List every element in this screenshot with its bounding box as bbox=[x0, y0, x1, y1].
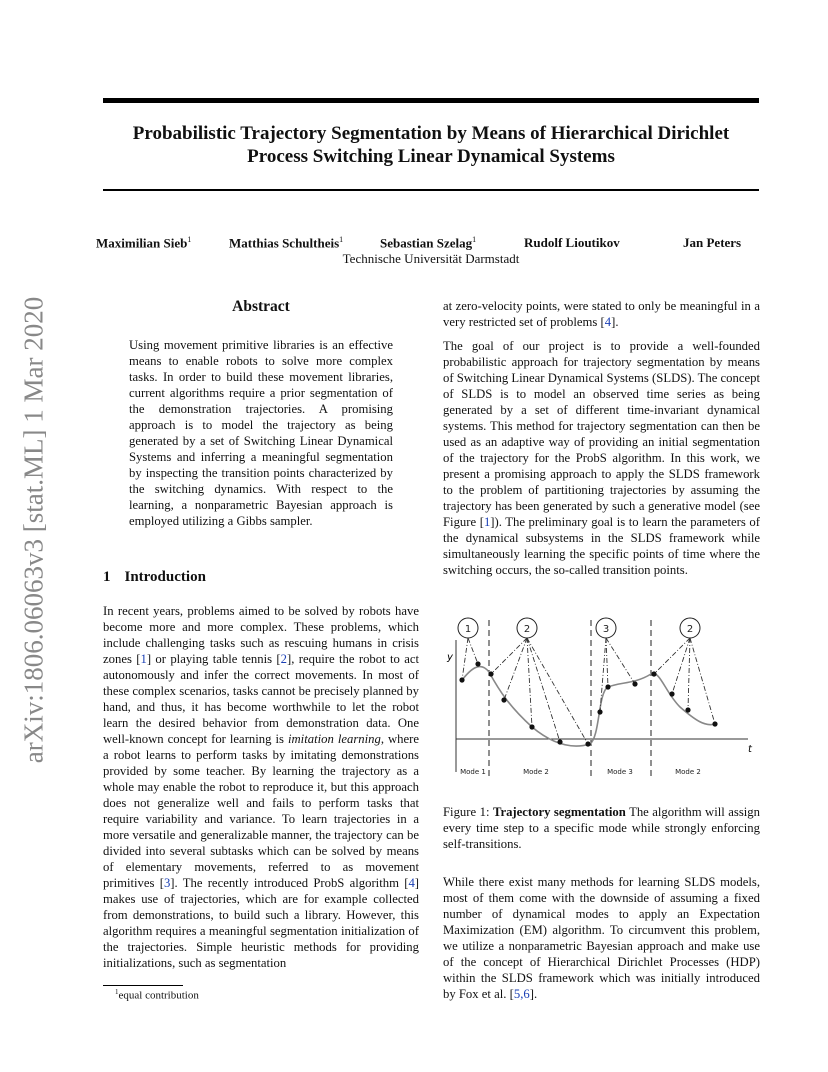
author bbox=[683, 235, 741, 251]
abstract-heading: Abstract bbox=[232, 298, 290, 315]
footnote-rule bbox=[103, 985, 183, 986]
title-line-2: Process Switching Linear Dynamical Systems bbox=[247, 146, 615, 167]
right-paragraph-hdp bbox=[443, 874, 760, 1002]
citation-link[interactable]: [ 1 ] bbox=[136, 652, 151, 666]
abstract-body bbox=[129, 337, 393, 529]
author-mark: 1 bbox=[187, 235, 192, 244]
mode-circle-label: 3 bbox=[602, 624, 610, 635]
emphasis: imitation learning bbox=[287, 732, 381, 746]
text-run: makes use of trajectories, which are for example collected from demonstrations, to build such a library. However, this algorithm requires a meaningful segmentation initialization of the trajectories. Simple heuristic methods for providing initializations, such as segmentation bbox=[103, 892, 419, 970]
section-number: 1 bbox=[103, 569, 111, 585]
text-run: The goal of our project is to provide a well-founded probabilistic approach for trajectory segmentation by means of Switching Linear Dynamical Systems (SLDS). The concept of SLDS is to model an observed time series as being generated by a set of different time-invariant dynamical systems. This method for trajectory segmentation can then be used as an adaptive way of providing an initial segmentation of the trajectory for the ProbS algorithm. In this work, we present a promising approach to apply the SLDS framework to the problem of partitioning trajectories by assuming the trajectory has been generated by such a generative model (see Figure bbox=[443, 339, 760, 529]
affiliation: Technische Universität Darmstadt bbox=[342, 251, 520, 266]
citation-link[interactable]: [ 4 ] bbox=[601, 315, 616, 329]
author bbox=[380, 235, 476, 251]
author bbox=[524, 235, 620, 251]
mode-label: Mode 1 bbox=[460, 768, 486, 776]
mode-circle-label: 2 bbox=[523, 624, 531, 635]
text-run: at zero-velocity points, were stated to only be meaningful in a very restricted set of problems bbox=[443, 299, 760, 329]
arxiv-stamp bbox=[14, 290, 54, 770]
figure-link[interactable]: [ 1 ] bbox=[480, 515, 495, 529]
citation-link[interactable]: [ 3 ] bbox=[160, 876, 175, 890]
text-run: ). The preliminary goal is to learn the parameters of the dynamical subsystems in the SLDS framework while simultaneously learning the specific points of time where the switching occurs, the so-called transition points. bbox=[443, 515, 760, 577]
text-run: . bbox=[615, 315, 619, 329]
mode-circle-label: 2 bbox=[686, 624, 694, 635]
text-run: or playing table tennis bbox=[151, 652, 277, 666]
author-name: Matthias Schultheis bbox=[229, 235, 340, 251]
paper-title bbox=[103, 122, 759, 168]
text-run: , where a robot learns to perform tasks by imitating demonstrations provided by some teacher. By learning the trajectory as a whole may enable the robot to reproduce it, but this approach does not generalize well and fails to perform tasks that require variability and variance. To learn trajectories in a more versatile and generalizable manner, the trajectory can be divided into several subtasks which can be solved by means of elementary movements, referred to as movement primitives bbox=[103, 732, 420, 890]
footnote bbox=[115, 988, 199, 1002]
caption-title: Trajectory segmentation bbox=[492, 805, 626, 819]
section-title: Introduction bbox=[124, 569, 206, 585]
title-rule-bottom bbox=[103, 189, 759, 191]
mode-label: Mode 2 bbox=[523, 768, 549, 776]
author-mark: 1 bbox=[339, 235, 344, 244]
author-name: Jan Peters bbox=[683, 235, 742, 250]
citation-link[interactable]: [ 2 ] bbox=[276, 652, 291, 666]
arxiv-stamp-text: arXiv:1806.06063v3 [stat.ML] 1 Mar 2020 bbox=[18, 296, 49, 764]
right-paragraph-goal bbox=[443, 338, 760, 578]
section-heading-introduction bbox=[103, 569, 206, 586]
text-run: In recent years, problems aimed to be solved by robots have become more and more complex. These problems, which include challenging tasks such as rescuing humans in crisis zones bbox=[103, 604, 419, 666]
author-name: Sebastian Szelag bbox=[380, 235, 473, 251]
mode-circle-label: 1 bbox=[464, 624, 472, 635]
y-axis-label: y bbox=[447, 652, 453, 663]
author-name: Maximilian Sieb bbox=[96, 235, 188, 251]
author-mark: 1 bbox=[472, 235, 477, 244]
abstract-text: Using movement primitive libraries is an effective means to enable robots to solve more complex tasks. In order to build these movement libraries, current algorithms require a prior segmentation of the demonstration trajectories. A promising approach is to model the trajectory as being generated by a set of Switching Linear Dynamical Systems and inferring a meaningful segmentation by inspecting the transition points characterized by the switching dynamics. With respect to the learning, a nonparametric Bayesian approach is employed utilizing a Gibbs sampler. bbox=[129, 338, 393, 528]
citation-link[interactable]: [ 5,6 ] bbox=[510, 987, 534, 1001]
trajectory-points bbox=[459, 661, 717, 746]
text-run: . The recently introduced ProbS algorithm bbox=[174, 876, 405, 890]
right-paragraph-continued bbox=[443, 298, 760, 330]
trajectory-diagram bbox=[440, 612, 760, 782]
title-line-1: Probabilistic Trajectory Segmentation by Means of Hierarchical Dirichlet bbox=[132, 123, 730, 144]
mode-boundaries bbox=[489, 620, 651, 777]
intro-paragraph bbox=[103, 603, 419, 971]
text-run: While there exist many methods for learning SLDS models, most of them come with the downside of assuming a fixed number of dynamical modes to apply an Expectation Maximization (EM) algorithm. To circumvent this problem, we utilize a nonparametric Bayesian approach and make use of the concept of Hierarchical Dirichlet Processes (HDP) within the SLDS framework which was initially introduced by Fox et al. bbox=[443, 875, 760, 1001]
footnote-mark: 1 bbox=[115, 988, 119, 996]
author bbox=[96, 235, 191, 251]
mode-label: Mode 3 bbox=[607, 768, 633, 776]
caption-text: The algorithm will assign every time step to a specific mode while strongly enforcing self-transitions. bbox=[443, 805, 760, 851]
citation-link[interactable]: [ 4 ] bbox=[404, 876, 419, 890]
author-name: Rudolf Lioutikov bbox=[524, 235, 620, 250]
author bbox=[229, 235, 343, 251]
introduction-body bbox=[103, 603, 419, 971]
mode-label: Mode 2 bbox=[675, 768, 701, 776]
figure-trajectory-segmentation bbox=[440, 612, 760, 782]
footnote-text: equal contribution bbox=[118, 989, 199, 1002]
figure-caption bbox=[443, 804, 760, 852]
t-axis-label: t bbox=[748, 744, 752, 755]
caption-prefix: Figure 1: bbox=[443, 805, 493, 819]
mode-circles bbox=[458, 618, 700, 638]
text-run: . bbox=[533, 987, 538, 1001]
text-run: , require the robot to act autonomously and infer the correct movements. In most of these complex scenarios, tasks cannot be precisely planned by hand, and thus, it has become worthwhile to let the robot learn the desired behavior from demonstration data. One well-known concept for learning is bbox=[103, 652, 420, 746]
title-rule-top bbox=[103, 98, 759, 103]
